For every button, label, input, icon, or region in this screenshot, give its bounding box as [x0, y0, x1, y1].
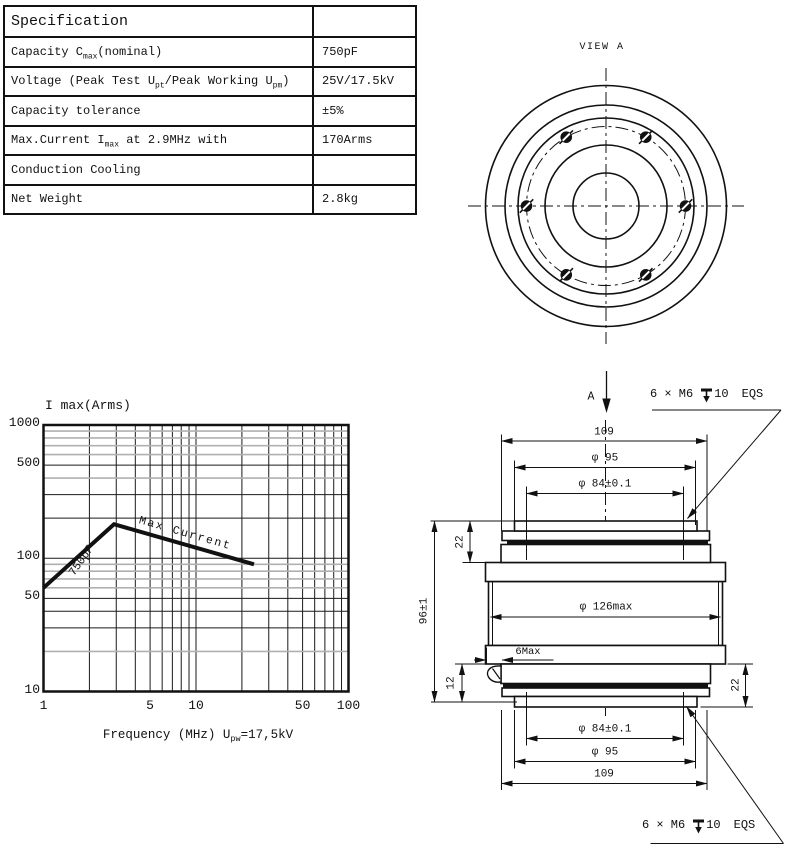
- spec-label: Max.Current $I_{max}$ at 2.9MHz with: [4, 126, 313, 156]
- depth-symbol-icon: [692, 819, 705, 834]
- chart-x-axis-title: [103, 729, 293, 744]
- ceramic-gap-top: [507, 541, 708, 546]
- view-a-drawing: [468, 68, 744, 344]
- spec-value: ±5%: [313, 96, 416, 126]
- bolt-spec-text: 6 × M6: [642, 818, 686, 832]
- spec-label: Capacity $C_{max}(nominal)$: [4, 37, 313, 67]
- bolt-annotation-bottom: [642, 819, 755, 834]
- depth-symbol-icon: [700, 388, 713, 403]
- x-title-prefix: Frequency (MHz) U: [102, 727, 231, 742]
- spec-value: 750pF: [313, 37, 416, 67]
- bolt-eqs-text: EQS: [733, 818, 756, 832]
- x-title-suffix: =17,5kV: [240, 727, 294, 742]
- x-tick-label: 100: [336, 698, 361, 713]
- spec-label: Net Weight: [4, 185, 313, 215]
- dim-96: 96±1: [418, 597, 431, 625]
- dim-d95-bottom: φ 95: [591, 746, 619, 759]
- x-tick-label: 50: [294, 698, 311, 713]
- spec-label: Conduction Cooling: [4, 155, 313, 185]
- curve-label-750pf: 750pF: [66, 542, 98, 579]
- bolt-eqs-text: EQS: [741, 387, 764, 401]
- bolt-spec-text: 6 × M6: [650, 387, 694, 401]
- capacitor-body: [486, 521, 726, 707]
- spec-label: Voltage (Peak Test $U_{pt}$/Peak Working $U_{pm}$): [4, 67, 313, 97]
- dim-109-top: 109: [594, 426, 614, 439]
- spec-label: Specification: [4, 6, 313, 37]
- x-title-sub: pw: [230, 733, 241, 744]
- dim-d126: φ 126max: [577, 603, 636, 614]
- spec-value: 170Arms: [313, 126, 416, 156]
- view-a-title: VIEW A: [579, 42, 625, 53]
- dim-22-top: 22: [454, 535, 467, 549]
- view-direction-arrow: [602, 371, 610, 413]
- center-lines: [468, 68, 744, 344]
- spec-label: Capacity tolerance: [4, 96, 313, 126]
- side-tab: [487, 664, 501, 684]
- curve-label-max-current: Max Current: [137, 514, 233, 554]
- x-tick-label: 10: [188, 698, 204, 713]
- dim-22-bottom: 22: [730, 678, 743, 692]
- dim-12: 12: [445, 676, 458, 690]
- dim-d84-top: φ 84±0.1: [578, 478, 632, 491]
- y-tick-label: 50: [24, 588, 40, 604]
- bolt-depth-text: 10: [714, 387, 729, 401]
- chart-y-axis-title: I max(Arms): [45, 398, 131, 413]
- y-tick-label: 100: [16, 548, 40, 564]
- y-tick-label: 500: [16, 455, 40, 471]
- bolt-depth-text: 10: [706, 818, 721, 832]
- dim-d95-top: φ 95: [591, 452, 619, 465]
- dim-6max: 6Max: [515, 645, 541, 658]
- view-arrow-label: A: [587, 390, 595, 404]
- y-tick-label: 1000: [8, 415, 40, 430]
- spec-value: 2.8kg: [313, 185, 416, 215]
- dim-109-bottom: 109: [594, 768, 614, 781]
- y-tick-label: 10: [24, 681, 40, 697]
- bolt-annotation-top: [650, 388, 763, 403]
- x-tick-label: 5: [146, 698, 154, 713]
- x-tick-label: 1: [39, 698, 48, 713]
- spec-value: 25V/17.5kV: [313, 67, 416, 97]
- dim-d84-bottom: φ 84±0.1: [578, 723, 632, 736]
